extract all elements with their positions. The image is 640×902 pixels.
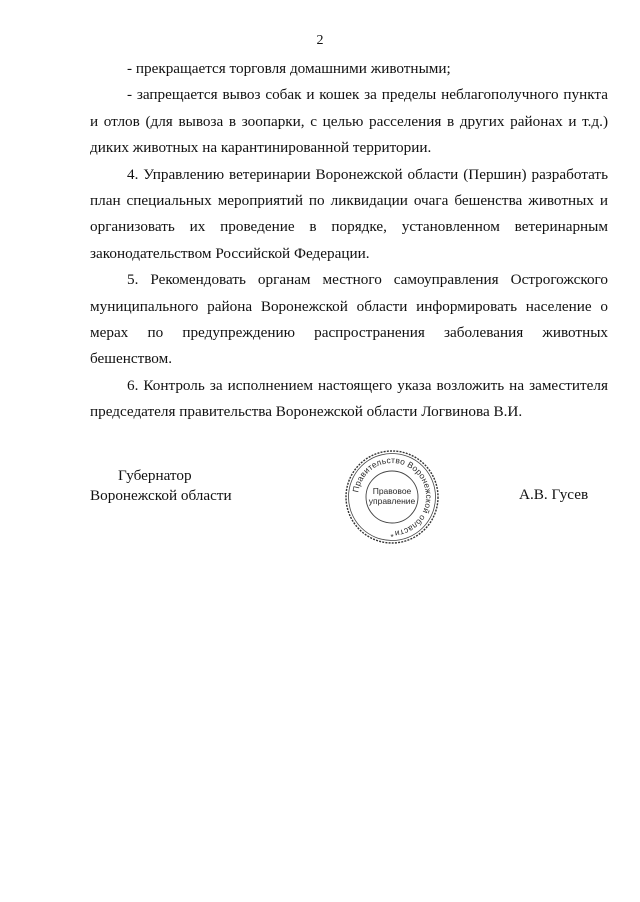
official-seal [344, 449, 440, 545]
signature-block [0, 454, 640, 566]
signatory-title-line1: Губернатор [118, 467, 192, 484]
seal-center-line2: управление [368, 496, 416, 506]
document-body [90, 56, 608, 426]
page-number: 2 [316, 33, 324, 48]
paragraph-trade-ban: - прекращается торговля домашними животными; [127, 60, 451, 77]
seal-ring-text: Правительство Воронежской области [350, 454, 435, 539]
seal-center-line1: Правовое [372, 486, 412, 496]
paragraph-item-6: 6. Контроль за исполнением настоящего указа возложить на заместителя председателя правительства Воронежской области Логвинова В.И. [90, 376, 608, 421]
signatory-title-line2: Воронежской области [90, 486, 232, 504]
seal-center-text [344, 486, 440, 506]
paragraph-item-4: 4. Управлению ветеринарии Воронежской области (Першин) разработать план специальных мероприятий по ликвидации очага бешенства животных и организовать их проведение в порядке, установленном ветеринарным законодательством Российской Федерации. [90, 165, 608, 262]
seal-star: * [390, 533, 394, 542]
signatory-name: А.В. Гусев [519, 486, 589, 503]
paragraph-item-5: 5. Рекомендовать органам местного самоуправления Острогожского муниципального района Воронежской области информировать население о мерах по предупреждению распространения заболевания животных бешенством. [90, 271, 608, 368]
signatory-title [90, 466, 232, 505]
paragraph-export-ban: - запрещается вывоз собак и кошек за пределы неблагополучного пункта и отлов (для вывоза в зоопарки, с целью расселения в других районах и т.д.) диких животных на карантинированной территории. [90, 86, 608, 157]
